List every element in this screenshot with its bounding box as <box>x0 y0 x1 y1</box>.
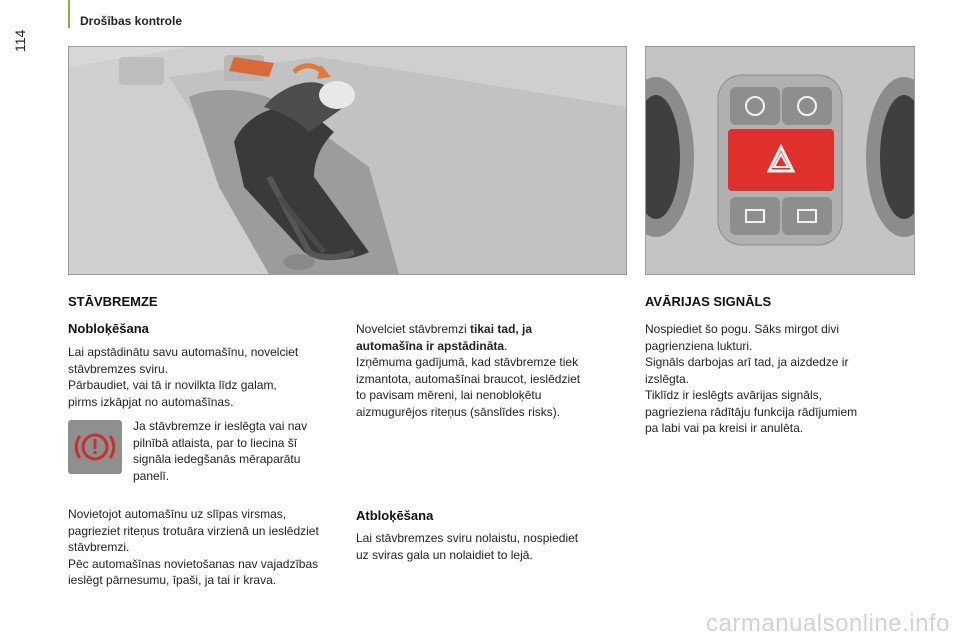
text-line: Pēc automašīnas novietošanas nav vajadzības <box>68 556 319 571</box>
page-number: 114 <box>12 29 28 52</box>
unlock-instructions <box>356 530 578 563</box>
lock-heading: Nobloķēšana <box>68 321 149 336</box>
brake-warning-icon-box <box>68 420 122 474</box>
page-header-title: Drošības kontrole <box>80 14 183 28</box>
note-dot: . <box>504 338 508 353</box>
text-line: pilnībā atlaista, par to liecina šī <box>133 435 298 450</box>
text-line: pirms izkāpjat no automašīnas. <box>68 394 234 409</box>
text-line: stāvbremzi. <box>68 540 130 554</box>
text-line: Ja stāvbremze ir ieslēgta vai nav <box>133 419 308 433</box>
handbrake-section-title: STĀVBREMZE <box>68 294 158 309</box>
text-line: izmantota, automašīnai braucot, ieslēdziet <box>356 371 581 386</box>
hazard-instructions <box>645 321 857 437</box>
text-line: Nospiediet šo pogu. Sāks mirgot divi <box>645 322 840 336</box>
text-line: Novietojot automašīnu uz slīpas virsmas, <box>68 507 287 521</box>
hazard-button <box>728 129 834 191</box>
text-line: izslēgta. <box>645 371 690 386</box>
text-line: aizmugurējos riteņus (sānslīdes risks). <box>356 404 561 419</box>
handbrake-lever-illustration <box>68 46 627 275</box>
text-line: Signāls darbojas arī tad, ja aizdedze ir <box>645 355 849 369</box>
hazard-switch-panel-illustration <box>645 46 915 275</box>
note-bold-1: tikai tad, ja <box>470 322 533 336</box>
text-line: ieslēgt pārnesumu, īpaši, ja tai ir krava. <box>68 573 277 587</box>
text-line: uz sviras gala un nolaidiet to lejā. <box>356 547 533 562</box>
lock-instructions <box>68 344 298 410</box>
header-accent-bar <box>68 0 70 28</box>
text-line: panelī. <box>133 468 170 483</box>
note-bold-2: automašīna ir apstādināta <box>356 338 505 353</box>
handbrake-note <box>356 321 580 420</box>
text-line: signāla iedegšanās mēraparātu <box>133 452 301 466</box>
text-line: Lai stāvbremzes sviru nolaistu, nospiediet <box>356 531 579 545</box>
note-pre: Novelciet stāvbremzi <box>356 322 471 336</box>
text-line: pagrienziena lukturi. <box>645 338 753 353</box>
text-line: Izņēmuma gadījumā, kad stāvbremze tiek <box>356 355 579 369</box>
warning-text <box>133 418 307 484</box>
text-line: pagrieziena rādītāju funkcija rādījumiem <box>645 404 858 419</box>
slope-parking-text <box>68 506 319 589</box>
note-line <box>356 321 580 338</box>
hazard-section-title: AVĀRIJAS SIGNĀLS <box>645 294 772 309</box>
hazard-panel-drawing <box>646 47 914 274</box>
unlock-heading: Atbloķēšana <box>356 508 434 523</box>
note-line <box>356 338 580 355</box>
text-line: stāvbremzes sviru. <box>68 361 169 376</box>
text-line: to pavisam mēreni, lai nenobloķētu <box>356 388 542 402</box>
watermark: carmanualsonline.info <box>706 610 950 637</box>
text-line: Tiklīdz ir ieslēgts avārijas signāls, <box>645 388 822 402</box>
handbrake-drawing <box>69 47 626 274</box>
text-line: pagrieziet riteņus trotuāra virzienā un ieslēdziet <box>68 523 319 538</box>
text-line: Lai apstādinātu savu automašīnu, novelciet <box>68 345 299 359</box>
brake-warning-icon <box>68 420 122 474</box>
text-line: Pārbaudiet, vai tā ir novilkta līdz galam, <box>68 378 277 392</box>
text-line: pa labi vai pa kreisi ir anulēta. <box>645 421 804 435</box>
